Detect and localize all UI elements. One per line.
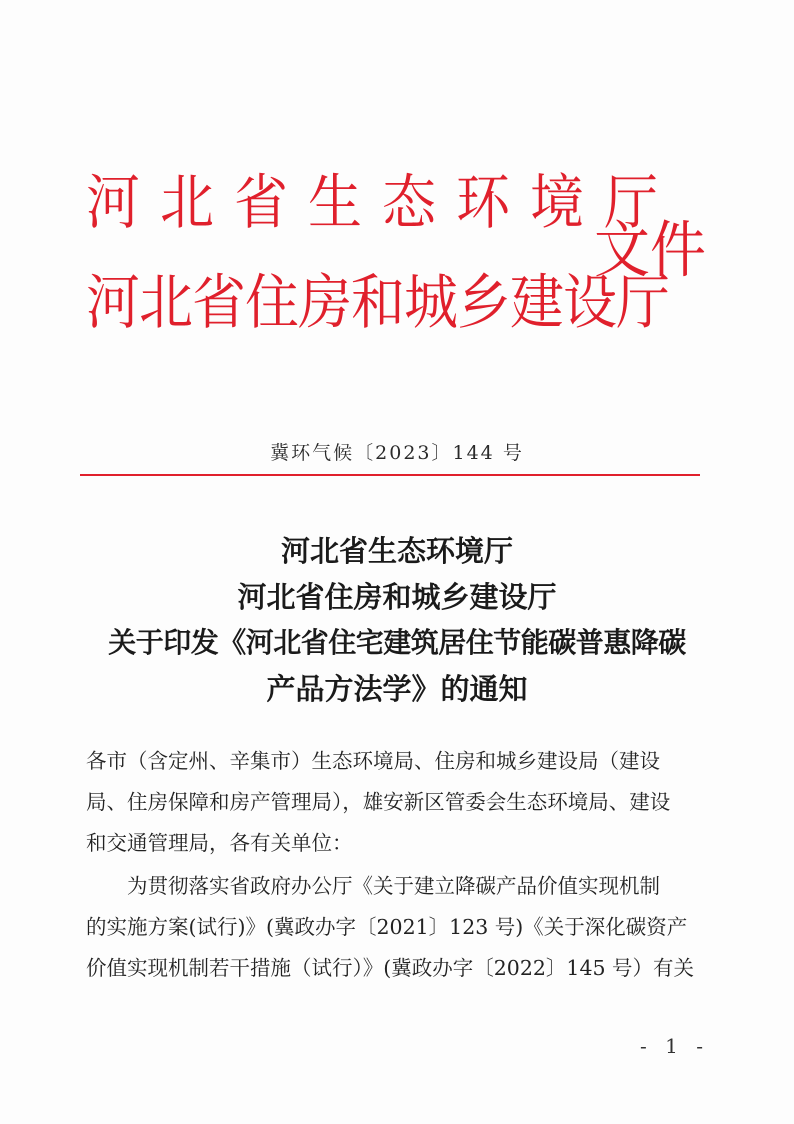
addressees-line-2: 局、住房保障和房产管理局），雄安新区管委会生态环境局、建设 — [86, 790, 671, 814]
issuing-agency-1: 河北省生态环境厅 — [86, 168, 678, 238]
paragraph-1-line-1: 为贯彻落实省政府办公厅《关于建立降碳产品价值实现机制 — [127, 874, 660, 898]
paragraph-1-line-2: 的实施方案(试行)》(冀政办字〔2021〕123 号)《关于深化碳资产 — [86, 915, 688, 939]
page-number: - 1 - — [640, 1034, 709, 1058]
paragraph-1 — [86, 866, 712, 989]
title-line-4: 产品方法学》的通知 — [266, 672, 528, 706]
addressees-line-3: 和交通管理局，各有关单位： — [86, 831, 353, 855]
document-suffix: 文件 — [594, 214, 706, 287]
title-line-2: 河北省住房和城乡建设厅 — [237, 580, 557, 614]
addressees — [86, 741, 712, 864]
title-line-1: 河北省生态环境厅 — [280, 534, 513, 568]
title-line-3: 关于印发《河北省住宅建筑居住节能碳普惠降碳 — [108, 626, 686, 659]
document-number: 冀环气候〔2023〕144 号 — [270, 442, 524, 464]
red-divider — [80, 474, 700, 476]
paragraph-1-line-3: 价值实现机制若干措施（试行）》(冀政办字〔2022〕145 号）有关 — [86, 956, 695, 980]
issuing-agency-2: 河北省住房和城乡建设厅 — [86, 268, 669, 338]
addressees-line-1: 各市（含定州、辛集市）生态环境局、住房和城乡建设局（建设 — [86, 749, 660, 773]
